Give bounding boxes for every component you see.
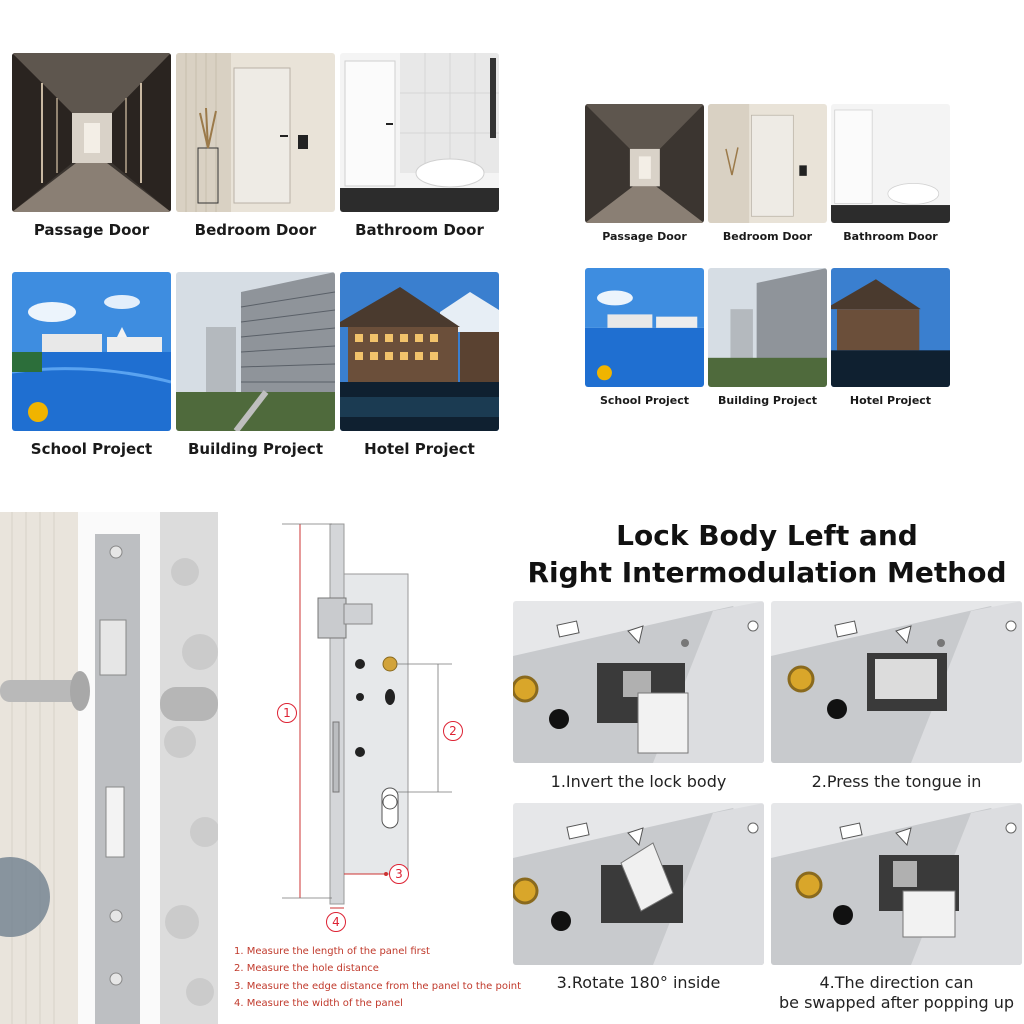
bedroom-door-photo (176, 53, 335, 212)
building-project-label: Building Project (188, 440, 323, 458)
installed-lock-photo (0, 512, 218, 1024)
hotel-project-photo-small (831, 268, 950, 387)
school-project-photo (12, 272, 171, 431)
step-2-caption: 2.Press the tongue in (811, 772, 982, 791)
bedroom-door-label-small: Bedroom Door (722, 230, 813, 243)
step-4-caption-line-2: be swapped after popping up (778, 993, 1015, 1012)
building-project-photo-small (708, 268, 827, 387)
bathroom-door-photo-small (831, 104, 950, 223)
step-4-caption: 4.The direction can (819, 973, 974, 992)
dimension-badge-2: 2 (443, 721, 463, 741)
step-1-caption: 1.Invert the lock body (550, 772, 727, 791)
dimension-badge-1: 1 (277, 703, 297, 723)
measure-note-3: 3. Measure the edge distance from the panel to the point (234, 981, 521, 992)
bathroom-door-label-small: Bathroom Door (843, 230, 938, 243)
step-1-photo (513, 601, 764, 763)
measure-note-1: 1. Measure the length of the panel first (234, 946, 430, 957)
hotel-project-label: Hotel Project (364, 440, 475, 458)
passage-door-label-small: Passage Door (602, 230, 687, 243)
bathroom-door-photo (340, 53, 499, 212)
passage-door-photo (12, 53, 171, 212)
bedroom-door-photo-small (708, 104, 827, 223)
hotel-project-photo (340, 272, 499, 431)
building-project-photo (176, 272, 335, 431)
dimension-badge-4: 4 (326, 912, 346, 932)
school-project-label-small: School Project (599, 394, 690, 407)
school-project-label: School Project (30, 440, 153, 458)
method-title-line-1: Lock Body Left and (616, 519, 918, 552)
building-project-label-small: Building Project (718, 394, 817, 407)
step-4-photo (771, 803, 1022, 965)
step-3-photo (513, 803, 764, 965)
measure-note-2: 2. Measure the hole distance (234, 963, 379, 974)
lock-dimension-diagram (220, 512, 510, 932)
dimension-badge-3: 3 (389, 864, 409, 884)
step-3-caption: 3.Rotate 180° inside (556, 973, 721, 992)
hotel-project-label-small: Hotel Project (849, 394, 932, 407)
step-2-photo (771, 601, 1022, 763)
passage-door-label: Passage Door (33, 221, 150, 239)
passage-door-photo-small (585, 104, 704, 223)
bedroom-door-label: Bedroom Door (194, 221, 317, 239)
school-project-photo-small (585, 268, 704, 387)
measure-note-4: 4. Measure the width of the panel (234, 998, 403, 1009)
bathroom-door-label: Bathroom Door (355, 221, 484, 239)
method-title-line-2: Right Intermodulation Method (527, 556, 1007, 589)
